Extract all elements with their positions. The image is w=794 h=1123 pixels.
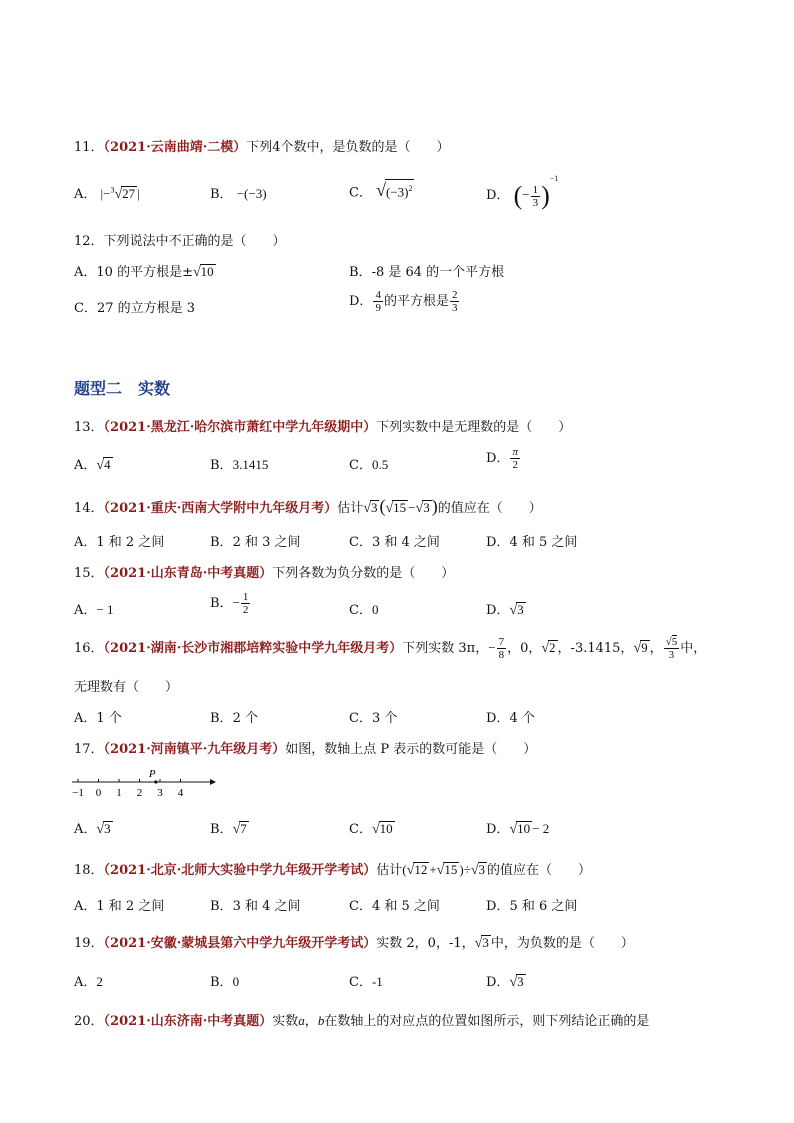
question-source: （2021·河南镇平·九年级月考）: [103, 742, 286, 757]
q18-option-c: [349, 895, 440, 914]
question-number: 18．: [74, 863, 104, 878]
q14-option-c: [349, 531, 440, 550]
point-p-label: P: [148, 768, 156, 780]
radicand: 15: [393, 500, 407, 515]
radical-sign: √: [96, 458, 105, 473]
axis-tick-label: 0: [95, 787, 102, 799]
option-math: [376, 180, 414, 201]
question-text: 如图，数轴上点 P 表示的数可能是（ ）: [285, 742, 537, 757]
option-label: B．: [210, 822, 233, 837]
option-label: C．: [349, 603, 372, 618]
math-text: −: [522, 187, 530, 202]
question-15-stem: [74, 562, 454, 581]
numerator: 7: [498, 636, 505, 648]
option-label: B．: [210, 899, 233, 914]
q15-option-d: [486, 599, 526, 619]
q17-option-b: [210, 818, 249, 838]
option-text: -8 是 64 的一个平方根: [371, 265, 505, 280]
question-text: 下列实数 3π，: [402, 641, 489, 656]
q17-option-d: [486, 818, 549, 838]
plus-sign: +: [429, 862, 437, 877]
option-text: 的平方根是: [383, 294, 449, 309]
q17-option-c: [349, 818, 395, 838]
option-text: 3 个: [371, 711, 398, 726]
option-text: 1 和 2 之间: [96, 535, 165, 550]
radical-index: 3: [110, 185, 115, 195]
denominator: 3: [668, 649, 675, 661]
option-label: D．: [486, 711, 510, 726]
question-11-stem: [74, 136, 450, 155]
option-text: 1 个: [96, 711, 122, 726]
left-paren: (: [402, 862, 407, 877]
axis-tick-label: 3: [157, 787, 163, 799]
radical-sign: √: [232, 822, 241, 837]
q15-option-a: [74, 599, 113, 618]
option-text: 0: [232, 974, 240, 989]
q12-option-a: [74, 261, 216, 281]
option-label: A．: [74, 458, 97, 473]
option-text: − 2: [532, 821, 550, 836]
radical-sign: √: [436, 863, 445, 878]
radicand: 3: [104, 821, 111, 836]
option-label: D．: [486, 822, 510, 837]
fraction: [531, 184, 541, 209]
q19-option-c: [349, 971, 383, 990]
radicand: 3: [370, 500, 378, 515]
question-number: 19．: [74, 936, 104, 951]
question-number: 13．: [74, 420, 104, 435]
option-text: 4 和 5 之间: [371, 899, 440, 914]
option-label: A．: [74, 899, 97, 914]
minus-sign: −: [232, 595, 240, 610]
q17-option-a: [74, 818, 113, 838]
option-text: 2 个: [232, 711, 258, 726]
question-text: 实数 2，0，-1，: [376, 936, 475, 951]
option-label: B．: [210, 535, 233, 550]
radicand: 15: [444, 862, 458, 877]
radicand: 10: [517, 821, 531, 836]
radicand: 3: [517, 974, 524, 989]
left-paren: (: [513, 181, 523, 211]
axis-arrow: [210, 779, 216, 785]
radicand: 10: [379, 821, 393, 836]
question-text: ，-3.1415，: [557, 641, 634, 656]
question-text: 下列4个数中，是负数的是（ ）: [246, 140, 450, 155]
q18-option-d: [486, 895, 577, 914]
question-text: 估计: [337, 501, 364, 516]
q14-option-d: [486, 531, 577, 550]
option-text: 3 和 4 之间: [371, 535, 440, 550]
question-text: 中，: [680, 641, 707, 656]
radical-sign: √: [114, 187, 123, 202]
radical-sign: √: [96, 822, 105, 837]
denominator: 2: [512, 459, 518, 471]
option-label: D．: [486, 535, 510, 550]
option-text: 0: [371, 602, 379, 617]
denominator: 3: [532, 196, 539, 209]
radicand-text: (−3): [385, 184, 409, 200]
q13-option-a: [74, 454, 113, 474]
question-number: 15．: [74, 566, 104, 581]
radical-sign: √: [192, 265, 201, 280]
option-label: C．: [349, 711, 372, 726]
option-label: D．: [486, 603, 510, 618]
numerator: 4: [375, 289, 381, 301]
section-heading: 题型二 实数: [74, 379, 171, 398]
option-label: C．: [349, 458, 372, 473]
option-label: C．: [74, 301, 97, 316]
question-text: 下列说法中不正确的是（ ）: [103, 234, 286, 249]
question-18-stem: [74, 859, 591, 879]
exponent: −1: [549, 174, 559, 183]
q16-option-a: [74, 707, 122, 726]
option-label: A．: [74, 711, 97, 726]
option-text: 2: [96, 974, 103, 989]
right-paren: ): [541, 181, 550, 211]
question-text: ，0，: [507, 641, 542, 656]
question-source: （2021·重庆·西南大学附中九年级月考）: [103, 501, 338, 516]
divide-sign: )÷: [459, 862, 471, 877]
radicand: 3: [423, 500, 430, 515]
q16-option-b: [210, 707, 258, 726]
radicand: 27: [122, 186, 136, 201]
q12-option-b: [349, 261, 504, 280]
axis-tick-label: 1: [116, 787, 122, 799]
question-number: 17．: [74, 742, 104, 757]
exponent: 2: [408, 184, 413, 193]
q11-option-a: [74, 183, 140, 203]
denominator: 9: [375, 302, 381, 314]
question-text: 的值应在（ ）: [487, 863, 592, 878]
radical-sign: √: [376, 180, 386, 201]
question-text: 下列各数为负分数的是（ ）: [272, 566, 455, 581]
radicand: 5: [671, 636, 678, 648]
q19-option-b: [210, 971, 239, 990]
numerator: [664, 636, 680, 649]
option-text: 2 和 3 之间: [232, 535, 301, 550]
numerator: π: [512, 446, 518, 458]
q19-option-a: [74, 971, 103, 990]
number-line-figure: [70, 764, 220, 800]
question-source: （2021·山东青岛·中考真题）: [103, 566, 273, 581]
q13-option-d: [486, 446, 521, 471]
question-source: （2021·云南曲靖·二模）: [103, 140, 247, 155]
q15-option-b: [210, 591, 251, 616]
radicand: 2: [549, 640, 556, 655]
option-label: A．: [74, 975, 97, 990]
option-text: 0.5: [371, 457, 389, 472]
minus-sign: −: [408, 500, 416, 515]
question-number: 14．: [74, 501, 104, 516]
q13-option-c: [349, 454, 388, 473]
q18-option-b: [210, 895, 301, 914]
fraction: [450, 289, 460, 314]
option-label: B．: [210, 711, 233, 726]
option-label: A．: [74, 535, 97, 550]
point-p-marker: [154, 780, 157, 783]
q16-option-d: [486, 707, 535, 726]
radicand: 12: [414, 862, 428, 877]
option-math: [513, 174, 559, 211]
q12-option-d: [349, 289, 460, 314]
axis-tick-label: 2: [136, 787, 143, 799]
question-text: 在数轴上的对应点的位置如图所示，则下列结论正确的是: [324, 1014, 650, 1029]
denominator: 2: [242, 604, 249, 616]
radicand: [385, 179, 415, 199]
fraction: [497, 636, 507, 661]
q11-option-c: [349, 179, 414, 201]
numerator: 2: [451, 289, 458, 301]
question-text: 估计: [376, 863, 403, 878]
axis-tick-label: 4: [177, 787, 184, 799]
radicand: 3: [478, 862, 486, 877]
q16-option-c: [349, 707, 397, 726]
option-label: A．: [74, 187, 97, 202]
option-label: D．: [349, 294, 373, 309]
variable-a: a: [298, 1013, 305, 1028]
q11-option-b: [210, 183, 267, 202]
option-text: 27 的立方根是 3: [96, 301, 196, 316]
radical-sign: √: [509, 975, 518, 990]
numerator: 1: [242, 591, 249, 603]
fraction: [664, 636, 680, 661]
option-math: [101, 186, 140, 201]
question-text: ，: [649, 641, 663, 656]
radical-sign: √: [406, 863, 415, 878]
question-19-stem: [74, 932, 634, 952]
question-13-stem: [74, 416, 571, 435]
option-text: 4 个: [509, 711, 535, 726]
q14-option-a: [74, 531, 164, 550]
question-source: （2021·湖南·长沙市湘郡培粹实验中学九年级月考）: [103, 641, 403, 656]
option-label: D．: [486, 899, 510, 914]
option-label: A．: [74, 265, 97, 280]
q12-option-c: [74, 297, 195, 316]
radicand: 10: [200, 264, 214, 279]
option-label: A．: [74, 822, 97, 837]
option-math: −(−3): [236, 186, 267, 201]
question-source: （2021·安徽·蒙城县第六中学九年级开学考试）: [103, 936, 377, 951]
option-label: C．: [349, 185, 372, 201]
radical-sign: √: [363, 501, 371, 516]
question-17-stem: [74, 738, 536, 757]
numerator: 1: [532, 183, 539, 196]
math-text: |: [137, 186, 140, 201]
question-16-line2: 无理数有（ ）: [74, 680, 179, 695]
radical-sign: √: [474, 936, 483, 951]
option-text: 5 和 6 之间: [509, 899, 578, 914]
question-number: 16．: [74, 641, 104, 656]
q11-option-d: [486, 174, 558, 209]
question-text: ，: [304, 1014, 318, 1029]
denominator: 3: [451, 302, 458, 314]
radical-sign: √: [371, 822, 380, 837]
right-paren: ): [431, 496, 438, 516]
option-label: B．: [210, 596, 233, 611]
radical-sign: √: [541, 641, 550, 656]
question-12-stem: [74, 230, 286, 249]
q15-option-c: [349, 599, 378, 618]
option-label: C．: [349, 535, 372, 550]
fraction: [373, 289, 383, 314]
option-label: B．: [210, 458, 233, 473]
denominator: 8: [498, 649, 505, 661]
option-label: B．: [210, 187, 233, 202]
radical-sign: √: [470, 863, 479, 878]
option-label: B．: [210, 975, 233, 990]
option-text: 10 的平方根是±: [96, 265, 193, 280]
option-text: 1 和 2 之间: [96, 899, 165, 914]
radicand: 4: [104, 457, 111, 472]
option-text: 3 和 4 之间: [232, 899, 301, 914]
question-20-stem: [74, 1010, 649, 1029]
radical-sign: √: [633, 641, 642, 656]
question-text: 实数: [272, 1014, 299, 1029]
question-text: 中，为负数的是（ ）: [490, 936, 634, 951]
radicand: 9: [641, 640, 648, 655]
option-label: C．: [349, 975, 372, 990]
axis-tick-label: −1: [72, 787, 84, 799]
option-text: − 1: [96, 602, 114, 617]
radical-sign: √: [415, 501, 424, 516]
option-label: C．: [349, 822, 372, 837]
question-16-stem: [74, 636, 706, 661]
variable-b: b: [317, 1013, 325, 1028]
radical-sign: √: [385, 501, 394, 516]
option-label: D．: [486, 975, 510, 990]
q19-option-d: [486, 971, 526, 991]
question-text: 下列实数中是无理数的是（ ）: [376, 420, 572, 435]
option-label: D．: [486, 188, 510, 203]
minus-sign: −: [488, 640, 496, 655]
question-source: （2021·北京·北师大实验中学九年级开学考试）: [103, 863, 377, 878]
fraction: [241, 591, 251, 616]
question-source: （2021·山东济南·中考真题）: [103, 1014, 273, 1029]
question-14-stem: [74, 496, 542, 517]
math-text: |−: [100, 186, 111, 201]
radicand: 3: [517, 602, 524, 617]
option-label: D．: [486, 451, 510, 466]
radicand: 7: [240, 821, 247, 836]
option-label: C．: [349, 899, 372, 914]
radicand: 3: [482, 935, 489, 950]
question-number: 20．: [74, 1014, 104, 1029]
left-paren: (: [379, 496, 386, 516]
question-number: 12．: [74, 234, 104, 249]
option-text: 3.1415: [232, 457, 269, 472]
option-text: -1: [371, 974, 383, 989]
question-text: 的值应在（ ）: [437, 501, 542, 516]
fraction: [510, 446, 520, 471]
radical-sign: √: [509, 822, 518, 837]
option-label: B．: [349, 265, 372, 280]
q14-option-b: [210, 531, 301, 550]
option-label: A．: [74, 603, 97, 618]
q18-option-a: [74, 895, 164, 914]
question-source: （2021·黑龙江·哈尔滨市萧红中学九年级期中）: [103, 420, 377, 435]
radical-sign: √: [665, 636, 672, 648]
radical-sign: √: [509, 603, 518, 618]
q13-option-b: [210, 454, 268, 473]
question-number: 11．: [74, 140, 104, 155]
option-text: 4 和 5 之间: [509, 535, 578, 550]
